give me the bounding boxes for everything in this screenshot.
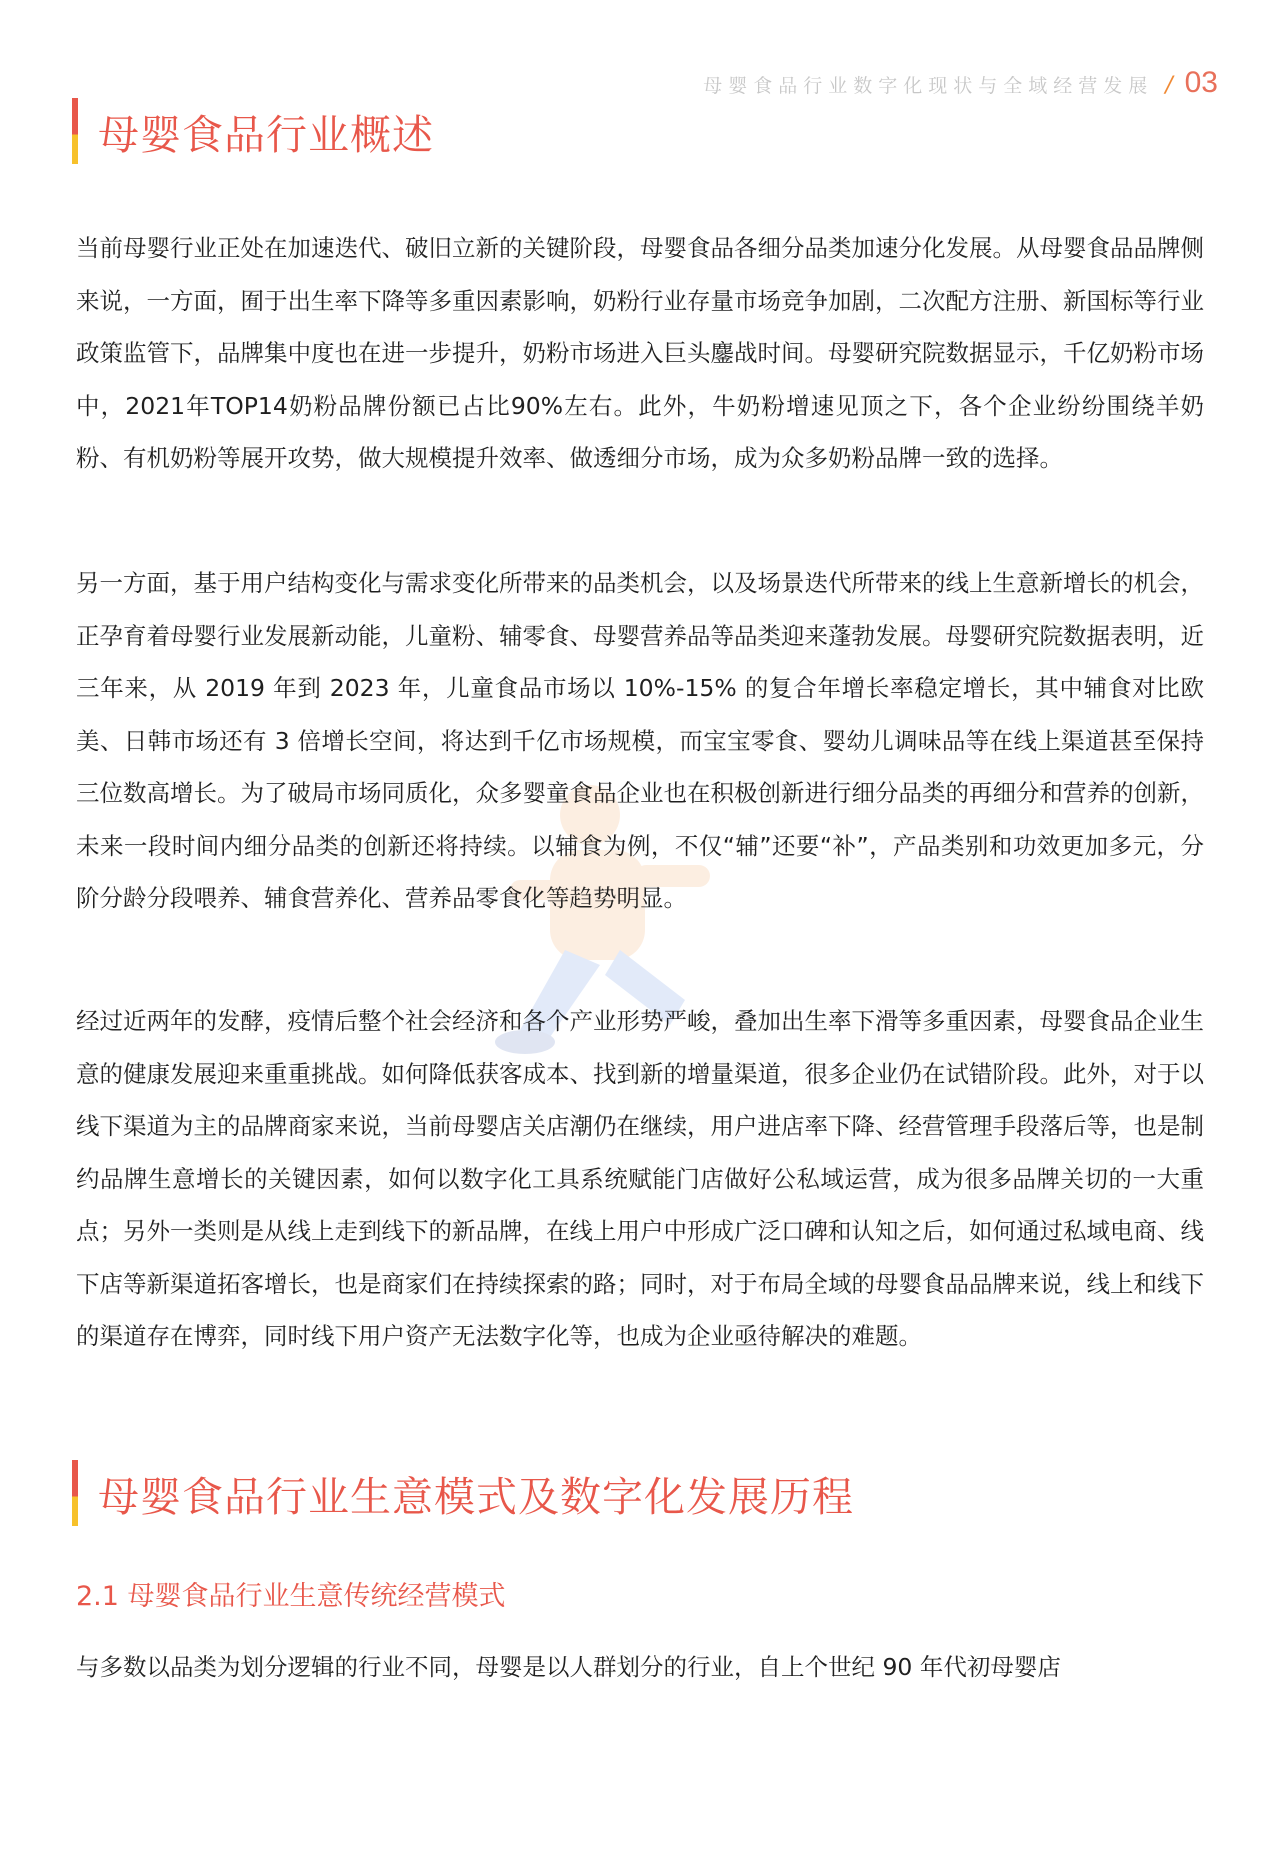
section-heading-overview	[72, 98, 434, 164]
section-title: 母婴食品行业概述	[98, 110, 434, 159]
paragraph: 与多数以品类为划分逻辑的行业不同，母婴是以人群划分的行业，自上个世纪 90 年代初母婴店	[76, 1653, 1061, 1681]
running-header	[703, 66, 1218, 100]
section-title: 母婴食品行业生意模式及数字化发展历程	[98, 1472, 854, 1521]
running-header-title: 母婴食品行业数字化现状与全域经营发展	[703, 75, 1154, 97]
running-header-slash: /	[1165, 73, 1173, 98]
paragraph: 当前母婴行业正处在加速迭代、破旧立新的关键阶段，母婴食品各细分品类加速分化发展。从母婴食品品牌侧来说，一方面，囿于出生率下降等多重因素影响，奶粉行业存量市场竞争加剧，二次配方注册、新国标等行业政策监管下，品牌集中度也在进一步提升，奶粉市场进入巨头鏖战时间。母婴研究院数据显示，千亿奶粉市场中，2021年TOP14奶粉品牌份额已占比90%左右。此外，牛奶粉增速见顶之下，各个企业纷纷围绕羊奶粉、有机奶粉等展开攻势，做大规模提升效率、做透细分市场，成为众多奶粉品牌一致的选择。	[76, 234, 1204, 472]
subsection-title: 2.1 母婴食品行业生意传统经营模式	[76, 1581, 506, 1612]
heading-accent-bar	[72, 1460, 78, 1526]
paragraph: 经过近两年的发酵，疫情后整个社会经济和各个产业形势严峻，叠加出生率下滑等多重因素，母婴食品企业生意的健康发展迎来重重挑战。如何降低获客成本、找到新的增量渠道，很多企业仍在试错阶段。此外，对于以线下渠道为主的品牌商家来说，当前母婴店关店潮仍在继续，用户进店率下降、经营管理手段落后等，也是制约品牌生意增长的关键因素，如何以数字化工具系统赋能门店做好公私域运营，成为很多品牌关切的一大重点；另外一类则是从线上走到线下的新品牌，在线上用户中形成广泛口碑和认知之后，如何通过私域电商、线下店等新渠道拓客增长，也是商家们在持续探索的路；同时，对于布局全域的母婴食品品牌来说，线上和线下的渠道存在博弈，同时线下用户资产无法数字化等，也成为企业亟待解决的难题。	[76, 1007, 1204, 1350]
heading-accent-bar	[72, 98, 78, 164]
section-heading-business-model	[72, 1460, 854, 1526]
paragraph: 另一方面，基于用户结构变化与需求变化所带来的品类机会，以及场景迭代所带来的线上生意新增长的机会，正孕育着母婴行业发展新动能，儿童粉、辅零食、母婴营养品等品类迎来蓬勃发展。母婴研究院数据表明，近三年来，从 2019 年到 2023 年，儿童食品市场以 10%-15% 的复合年增长率稳定增长，其中辅食对比欧美、日韩市场还有 3 倍增长空间，将达到千亿市场规模，而宝宝零食、婴幼儿调味品等在线上渠道甚至保持三位数高增长。为了破局市场同质化，众多婴童食品企业也在积极创新进行细分品类的再细分和营养的创新，未来一段时间内细分品类的创新还将持续。以辅食为例，不仅“辅”还要“补”，产品类别和功效更加多元，分阶分龄分段喂养、辅食营养化、营养品零食化等趋势明显。	[76, 569, 1204, 912]
page-number: 03	[1184, 66, 1218, 99]
